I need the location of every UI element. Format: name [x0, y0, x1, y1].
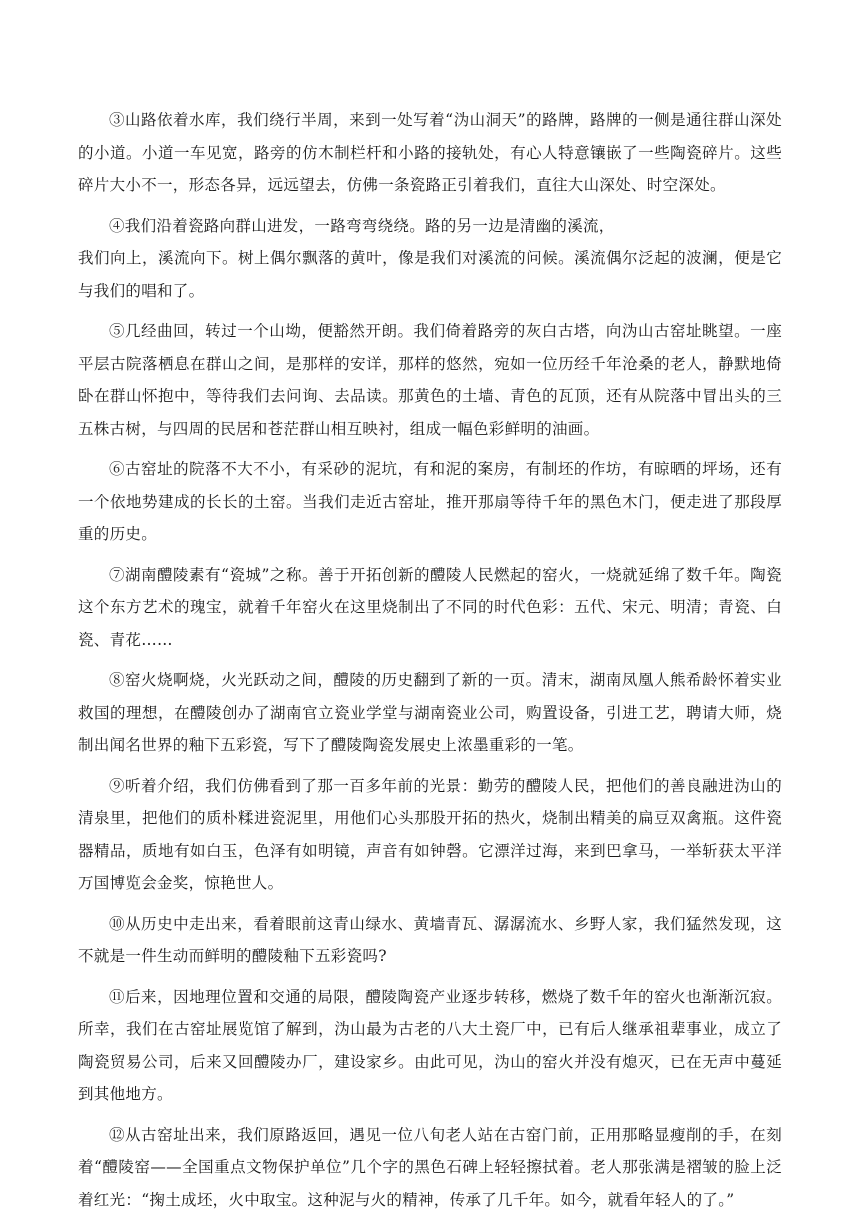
- paragraph-4-continued: 我们向上，溪流向下。树上偶尔飘落的黄叶，像是我们对溪流的问候。溪流偶尔泛起的波澜，便是它与我们的唱和了。: [78, 249, 782, 300]
- paragraph-9: ⑨听着介绍，我们仿佛看到了那一百多年前的光景：勤劳的醴陵人民，把他们的善良融进沩山的清泉里，把他们的质朴糅进瓷泥里，用他们心头那股开拓的热火，烧制出精美的扁豆双禽瓶。这件瓷器精品，质地有如白玉，色泽有如明镜，声音有如钟磬。它漂洋过海，来到巴拿马，一举斩获太平洋万国博览会金奖，惊艳世人。: [78, 776, 782, 892]
- paragraph-8: ⑧窑火烧啊烧，火光跃动之间，醴陵的历史翻到了新的一页。清末，湖南凤凰人熊希龄怀着实业救国的理想，在醴陵创办了湖南官立瓷业学堂与湖南瓷业公司，购置设备，引进工艺，聘请大师，烧制出闻名世界的釉下五彩瓷，写下了醴陵陶瓷发展史上浓墨重彩的一笔。: [78, 671, 782, 754]
- document-page: [78, 104, 782, 1224]
- paragraph-6: ⑥古窑址的院落不大不小，有采砂的泥坑，有和泥的案房，有制坯的作坊，有晾晒的坪场，还有一个依地势建成的长长的土窑。当我们走近古窑址，推开那扇等待千年的黑色木门，便走进了那段厚重的历史。: [78, 460, 782, 543]
- paragraph-4-start: ④我们沿着瓷路向群山进发，一路弯弯绕绕。路的另一边是清幽的溪流，: [109, 216, 615, 235]
- paragraph-7: ⑦湖南醴陵素有“瓷城”之称。善于开拓创新的醴陵人民燃起的窑火，一烧就延绵了数千年。陶瓷这个东方艺术的瑰宝，就着千年窑火在这里烧制出了不同的时代色彩：五代、宋元、明清；青瓷、白瓷、青花……: [78, 565, 782, 649]
- paragraph-12: ⑫从古窑址出来，我们原路返回，遇见一位八旬老人站在古窑门前，正用那略显瘦削的手，在刻着“醴陵窑——全国重点文物保护单位”几个字的黑色石碑上轻轻擦拭着。老人那张满是褶皱的脸上泛着红光：“掬土成坯，火中取宝。这种泥与火的精神，传承了几千年。如今，就看年轻人的了。”: [78, 1125, 782, 1209]
- paragraph-11: ⑪后来，因地理位置和交通的局限，醴陵陶瓷产业逐步转移，燃烧了数千年的窑火也渐渐沉寂。所幸，我们在古窑址展览馆了解到，沩山最为古老的八大土瓷厂中，已有后人继承祖辈事业，成立了陶瓷贸易公司，后来又回醴陵办厂，建设家乡。由此可见，沩山的窑火并没有熄灭，已在无声中蔓延到其他地方。: [78, 987, 782, 1103]
- paragraph-10: ⑩从历史中走出来，看着眼前这青山绿水、黄墙青瓦、潺潺流水、乡野人家，我们猛然发现，这不就是一件生动而鲜明的醴陵釉下五彩瓷吗?: [78, 914, 782, 965]
- paragraph-5: ⑤几经曲回，转过一个山坳，便豁然开朗。我们倚着路旁的灰白古塔，向沩山古窑址眺望。一座平层古院落栖息在群山之间，是那样的安详，那样的悠然，宛如一位历经千年沧桑的老人，静默地倚卧在群山怀抱中，等待我们去问询、去品读。那黄色的土墙、青色的瓦顶，还有从院落中冒出头的三五株古树，与四周的民居和苍茫群山相互映衬，组成一幅色彩鲜明的油画。: [78, 322, 782, 438]
- paragraph-3: ③山路依着水库，我们绕行半周，来到一处写着“沩山洞天”的路牌，路牌的一侧是通往群山深处的小道。小道一车见宽，路旁的仿木制栏杆和小路的接轨处，有心人特意镶嵌了一些陶瓷碎片。这些碎片大小不一，形态各异，远远望去，仿佛一条瓷路正引着我们，直往大山深处、时空深处。: [78, 111, 782, 194]
